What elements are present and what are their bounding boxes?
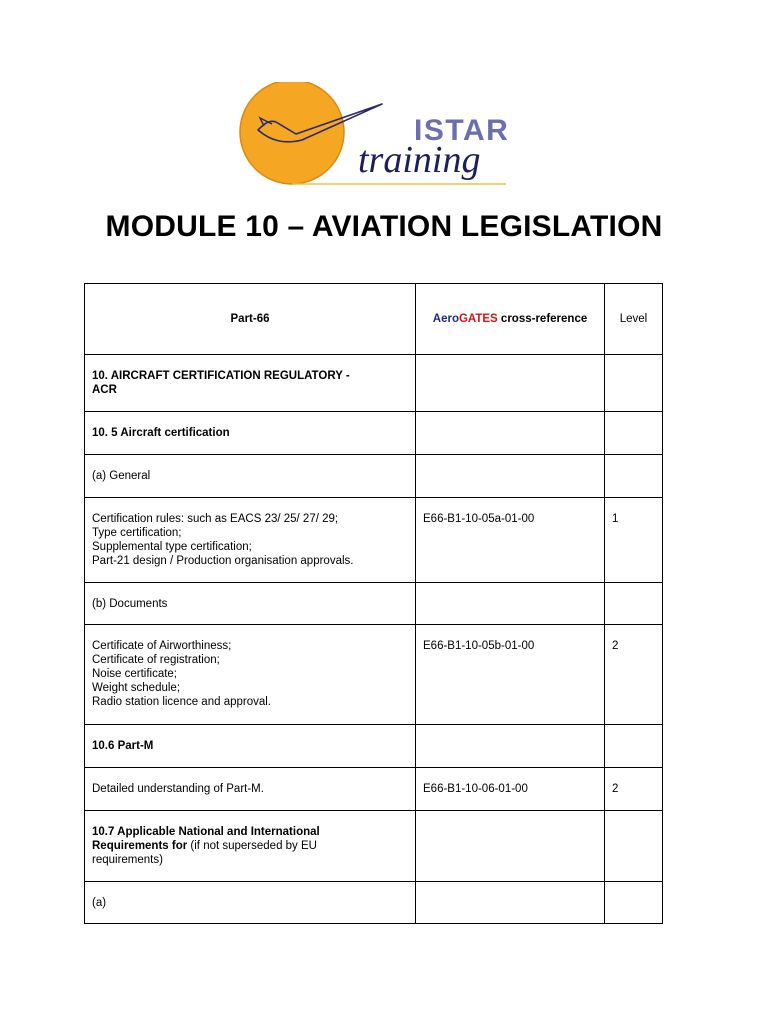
row-description — [85, 583, 416, 625]
row-description — [85, 498, 416, 583]
row-line: 10.7 Applicable National and International — [92, 826, 320, 838]
row-reference: E66-B1-10-06-01-00 — [416, 768, 605, 811]
table-row — [85, 412, 663, 455]
table-row — [85, 355, 663, 412]
row-reference — [416, 455, 605, 498]
row-line: Certificate of Airworthiness; — [92, 640, 232, 652]
header-xref — [416, 284, 605, 355]
row-line: (a) — [92, 897, 107, 909]
row-reference: E66-B1-10-05a-01-00 — [416, 498, 605, 583]
row-line: (a) General — [92, 470, 151, 482]
row-description — [85, 811, 416, 882]
row-line: Certificate of registration; — [92, 654, 220, 666]
row-level: 2 — [605, 625, 663, 725]
row-reference — [416, 355, 605, 412]
row-line: ACR — [92, 384, 117, 396]
row-level — [605, 455, 663, 498]
table-row — [85, 498, 663, 583]
table-row — [85, 583, 663, 625]
row-reference — [416, 882, 605, 924]
row-level: 1 — [605, 498, 663, 583]
table-row — [85, 811, 663, 882]
istar-training-logo — [236, 82, 536, 192]
table-row — [85, 455, 663, 498]
header-xref-rest: cross-reference — [497, 313, 588, 325]
row-reference: E66-B1-10-05b-01-00 — [416, 625, 605, 725]
row-line: Noise certificate; — [92, 668, 178, 680]
table-row — [85, 882, 663, 924]
table-row — [85, 625, 663, 725]
syllabus-table — [84, 283, 663, 924]
row-description — [85, 355, 416, 412]
row-reference — [416, 725, 605, 768]
row-line: Part-21 design / Production organisation approvals. — [92, 555, 354, 567]
row-reference — [416, 583, 605, 625]
header-xref-gates: GATES — [458, 313, 498, 325]
header-part-66-label: Part-66 — [230, 313, 270, 325]
header-xref-aero: Aero — [432, 313, 459, 325]
row-line: Certification rules: such as EACS 23/ 25/ 27/ 29; — [92, 513, 339, 525]
row-line-rest: (if not superseded by EU — [187, 840, 317, 852]
header-level — [605, 284, 663, 355]
row-level — [605, 583, 663, 625]
row-line: requirements) — [92, 854, 163, 866]
row-line: Detailed understanding of Part-M. — [92, 783, 264, 795]
row-line: 10. AIRCRAFT CERTIFICATION REGULATORY - — [92, 370, 350, 382]
row-line: Type certification; — [92, 527, 182, 539]
row-description — [85, 882, 416, 924]
row-level — [605, 882, 663, 924]
row-level — [605, 355, 663, 412]
table-row — [85, 725, 663, 768]
row-level — [605, 725, 663, 768]
logo-training-text: training — [358, 139, 481, 181]
row-description — [85, 625, 416, 725]
page-title: MODULE 10 – AVIATION LEGISLATION — [105, 210, 663, 243]
row-line: Weight schedule; — [92, 682, 181, 694]
header-part-66 — [85, 284, 416, 355]
row-line: 10.6 Part-M — [92, 740, 154, 752]
logo-istar-text: ISTAR — [414, 114, 510, 147]
table-header-row — [85, 284, 663, 355]
row-line: Supplemental type certification; — [92, 541, 252, 553]
row-reference — [416, 412, 605, 455]
row-reference — [416, 811, 605, 882]
row-line: 10. 5 Aircraft certification — [92, 427, 230, 439]
row-level — [605, 811, 663, 882]
row-level: 2 — [605, 768, 663, 811]
row-description — [85, 768, 416, 811]
row-line-bold: Requirements for — [92, 840, 188, 852]
row-line: Radio station licence and approval. — [92, 696, 272, 708]
table-row — [85, 768, 663, 811]
row-description — [85, 455, 416, 498]
row-description — [85, 725, 416, 768]
row-level — [605, 412, 663, 455]
logo-orange-circle — [240, 82, 344, 184]
row-description — [85, 412, 416, 455]
header-level-label: Level — [619, 313, 648, 325]
row-line: (b) Documents — [92, 598, 168, 610]
